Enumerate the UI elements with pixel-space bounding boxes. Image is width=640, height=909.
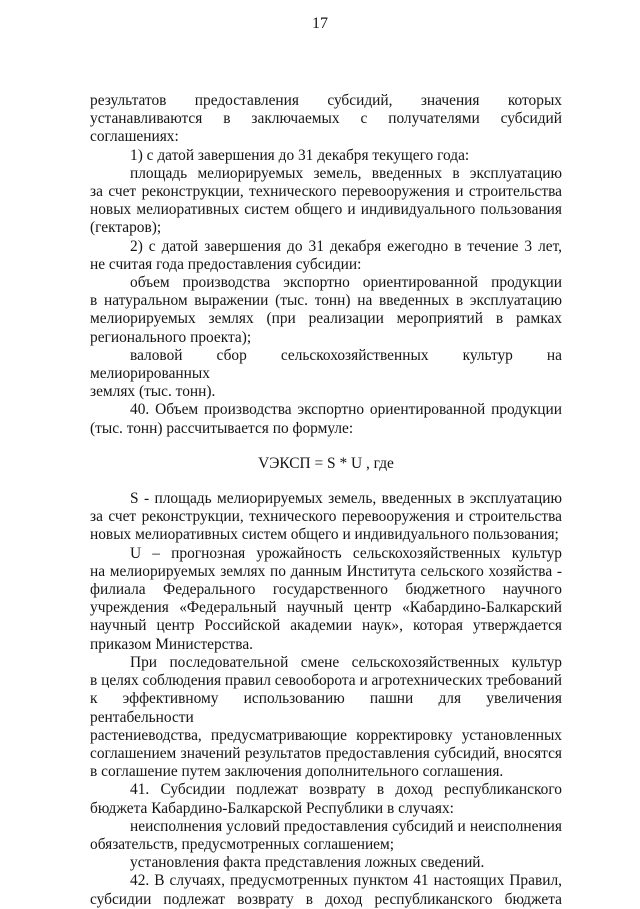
text-line: к эффективному использованию пашни для увеличения рентабельности: [90, 690, 562, 726]
document-body: [90, 92, 562, 909]
text-line: за счет реконструкции, технического перевооружения и строительства: [90, 508, 562, 526]
text-line: S - площадь мелиорируемых земель, введенных в эксплуатацию: [130, 490, 562, 508]
text-line: При последовательной смене сельскохозяйственных культур: [130, 653, 562, 671]
text-line: объем производства экспортно ориентированной продукции: [130, 274, 562, 292]
text-line: результатов предоставления субсидий, значения которых: [90, 92, 562, 109]
text-line: не считая года предоставления субсидии:: [90, 255, 362, 273]
text-line: филиала Федерального государственного бюджетного научного: [90, 581, 562, 599]
text-line: землях (тыс. тонн).: [90, 383, 216, 401]
text-line: растениеводства, предусматривающие корректировку установленных: [90, 726, 562, 744]
text-line: приказом Министерства.: [90, 635, 253, 653]
text-line: научный центр Российской академии наук», которая утверждается: [90, 617, 562, 635]
text-line: обязательств, предусмотренных соглашением;: [90, 835, 395, 853]
text-line: соглашением значений результатов предоставления субсидий, вносятся: [90, 744, 562, 762]
text-line: бюджета Кабардино-Балкарской Республики в случаях:: [90, 799, 454, 817]
text-line: устанавливаются в заключаемых с получателями субсидий соглашениях:: [90, 110, 562, 146]
text-line: в соглашение путем заключения дополнительного соглашения.: [90, 763, 504, 781]
text-line: в натуральном выражении (тыс. тонн) на введенных в эксплуатацию: [90, 292, 562, 310]
page-number: 17: [312, 15, 328, 32]
text-line: валовой сбор сельскохозяйственных культур на мелиорированных: [90, 346, 562, 383]
text-line: неисполнения условий предоставления субсидий и неисполнения: [130, 817, 562, 835]
text-line: учреждения «Федеральный научный центр «Кабардино-Балкарский: [90, 599, 562, 617]
text-line: на мелиорируемых землях по данным Института сельского хозяйства -: [90, 562, 562, 580]
text-line: (гектаров);: [90, 219, 162, 237]
text-line: 2) с датой завершения до 31 декабря ежегодно в течение 3 лет,: [130, 237, 562, 255]
text-line: за счет реконструкции, технического перевооружения и строительства: [90, 183, 562, 201]
text-line: (тыс. тонн) рассчитывается по формуле:: [90, 419, 354, 437]
text-line: субсидии подлежат возврату в доход республиканского бюджета: [90, 890, 562, 908]
text-line: 1) с датой завершения до 31 декабря текущего года:: [130, 146, 470, 164]
text-line: 42. В случаях, предусмотренных пунктом 41 настоящих Правил,: [130, 872, 562, 890]
text-line: 40. Объем производства экспортно ориентированной продукции: [130, 401, 562, 419]
text-line: новых мелиоративных систем общего и индивидуального пользования: [90, 201, 562, 219]
text-line: 41. Субсидии подлежат возврату в доход республиканского: [130, 781, 562, 799]
text-line: установления факта представления ложных сведений.: [130, 854, 485, 872]
text-line: U – прогнозная урожайность сельскохозяйственных культур: [130, 544, 562, 562]
text-line: новых мелиоративных систем общего и индивидуального пользования;: [90, 526, 559, 544]
text-line: мелиорируемых землях (при реализации мероприятий в рамках: [90, 310, 562, 328]
text-line: регионального проекта);: [90, 328, 252, 346]
text-line: площадь мелиорируемых земель, введенных в эксплуатацию: [130, 164, 562, 182]
text-line: в целях соблюдения правил севооборота и агротехнических требований: [90, 672, 562, 690]
formula: VЭКСП = S * U , где: [258, 454, 394, 472]
